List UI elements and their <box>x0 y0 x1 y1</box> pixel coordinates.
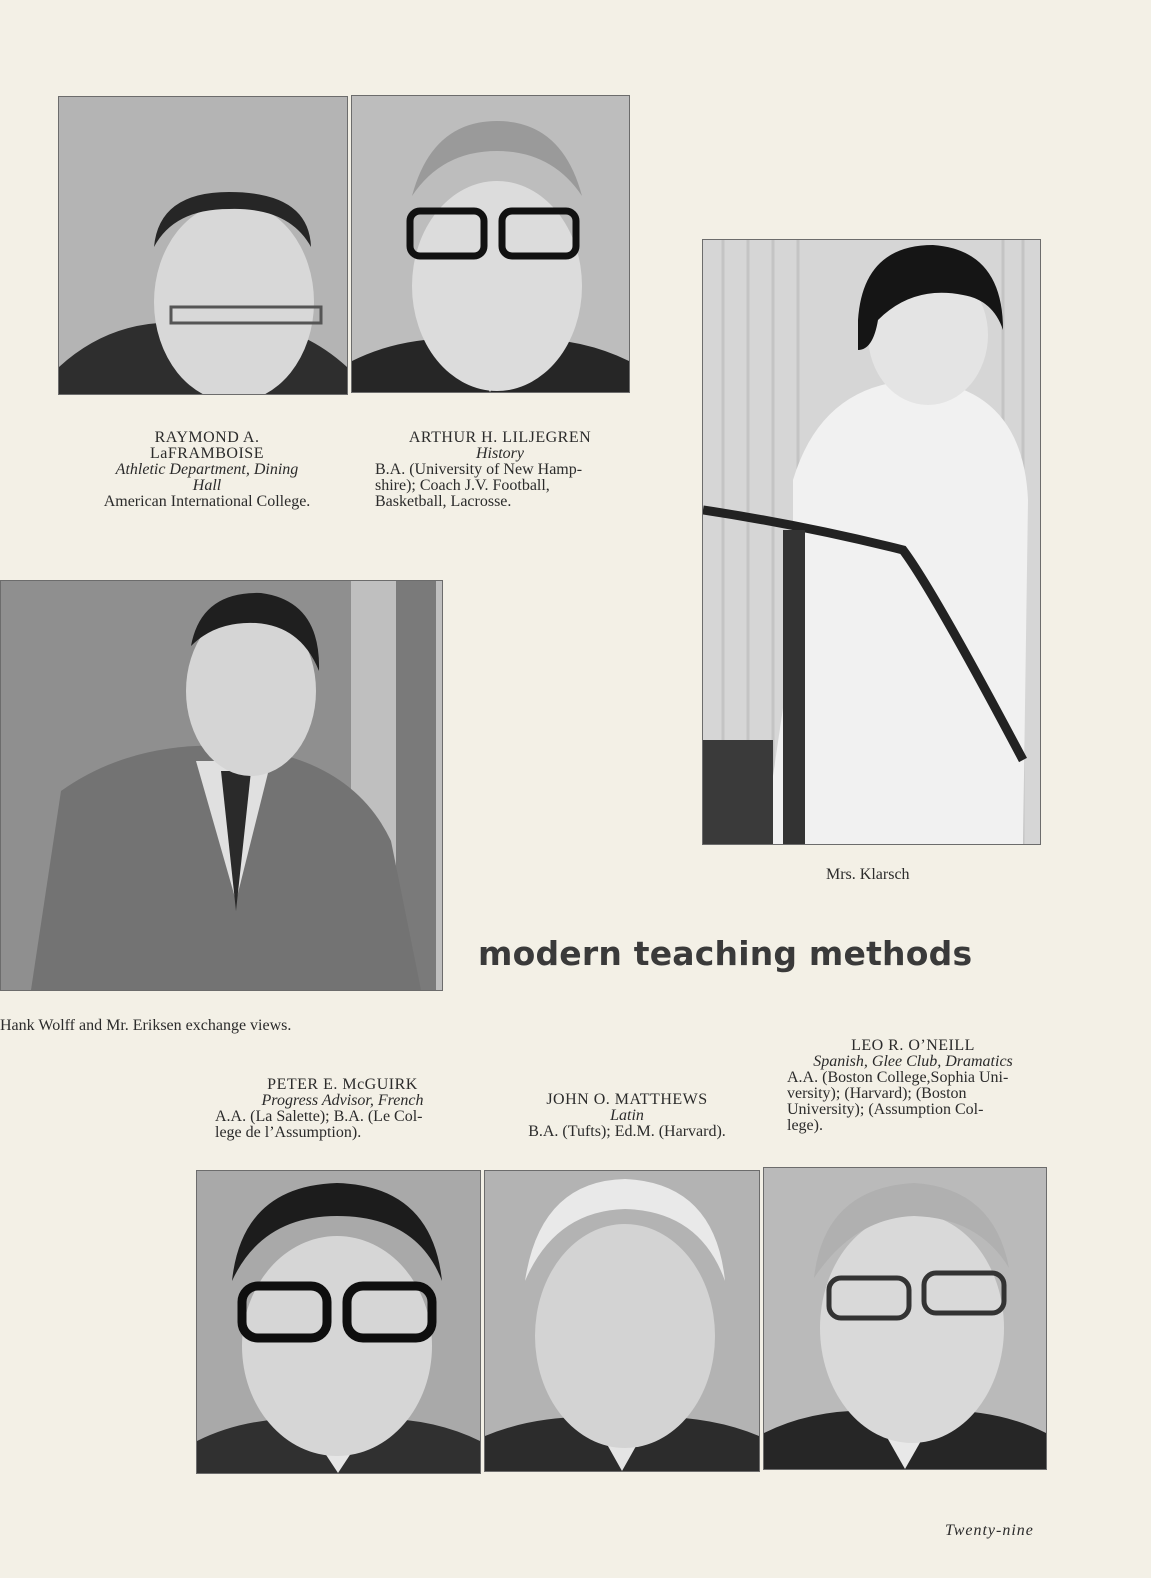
detail-mcguirk-line1: A.A. (La Salette); B.A. (Le Col- <box>215 1108 423 1125</box>
caption-laframboise <box>72 430 342 510</box>
detail-laframboise: American International College. <box>103 493 311 510</box>
photo-klarsch <box>702 239 1041 845</box>
name-mcguirk: PETER E. McGUIRK <box>267 1076 418 1093</box>
caption-matthews <box>496 1092 758 1140</box>
detail-liljegren-line3: Basketball, Lacrosse. <box>375 493 512 510</box>
caption-wolff-eriksen: Hank Wolff and Mr. Eriksen exchange views. <box>0 1017 292 1034</box>
detail-liljegren-line2: shire); Coach J.V. Football, <box>375 477 550 494</box>
caption-klarsch: Mrs. Klarsch <box>826 866 910 883</box>
role-matthews: Latin <box>610 1107 644 1124</box>
detail-oneill-line2: versity); (Harvard); (Boston <box>787 1085 967 1102</box>
caption-liljegren <box>375 430 625 510</box>
detail-oneill-line1: A.A. (Boston College,Sophia Uni- <box>787 1069 1009 1086</box>
detail-liljegren-line1: B.A. (University of New Hamp- <box>375 461 583 478</box>
name-laframboise-line2: LaFRAMBOISE <box>150 445 264 462</box>
name-laframboise-line1: RAYMOND A. <box>154 429 260 446</box>
name-matthews: JOHN O. MATTHEWS <box>546 1091 708 1108</box>
caption-mcguirk <box>215 1077 470 1141</box>
detail-matthews: B.A. (Tufts); Ed.M. (Harvard). <box>528 1123 726 1140</box>
name-liljegren: ARTHUR H. LILJEGREN <box>408 429 592 446</box>
detail-oneill-line4: lege). <box>787 1117 823 1134</box>
portrait-oneill <box>763 1167 1047 1470</box>
role-liljegren: History <box>476 445 524 462</box>
section-heading: modern teaching methods <box>478 934 973 973</box>
name-oneill: LEO R. O’NEILL <box>851 1037 975 1054</box>
role-oneill: Spanish, Glee Club, Dramatics <box>813 1053 1013 1070</box>
detail-oneill-line3: University); (Assumption Col- <box>787 1101 984 1118</box>
role-mcguirk: Progress Advisor, French <box>261 1092 424 1109</box>
portrait-mcguirk <box>196 1170 481 1474</box>
portrait-liljegren <box>351 95 630 393</box>
page-number: Twenty-nine <box>945 1522 1034 1539</box>
caption-oneill <box>787 1038 1039 1134</box>
portrait-matthews <box>484 1170 760 1472</box>
detail-mcguirk-line2: lege de l’Assumption). <box>215 1124 362 1141</box>
photo-wolff-eriksen <box>0 580 443 991</box>
role-laframboise-line2: Hall <box>192 477 222 494</box>
role-laframboise-line1: Athletic Department, Dining <box>115 461 299 478</box>
portrait-laframboise <box>58 96 348 395</box>
